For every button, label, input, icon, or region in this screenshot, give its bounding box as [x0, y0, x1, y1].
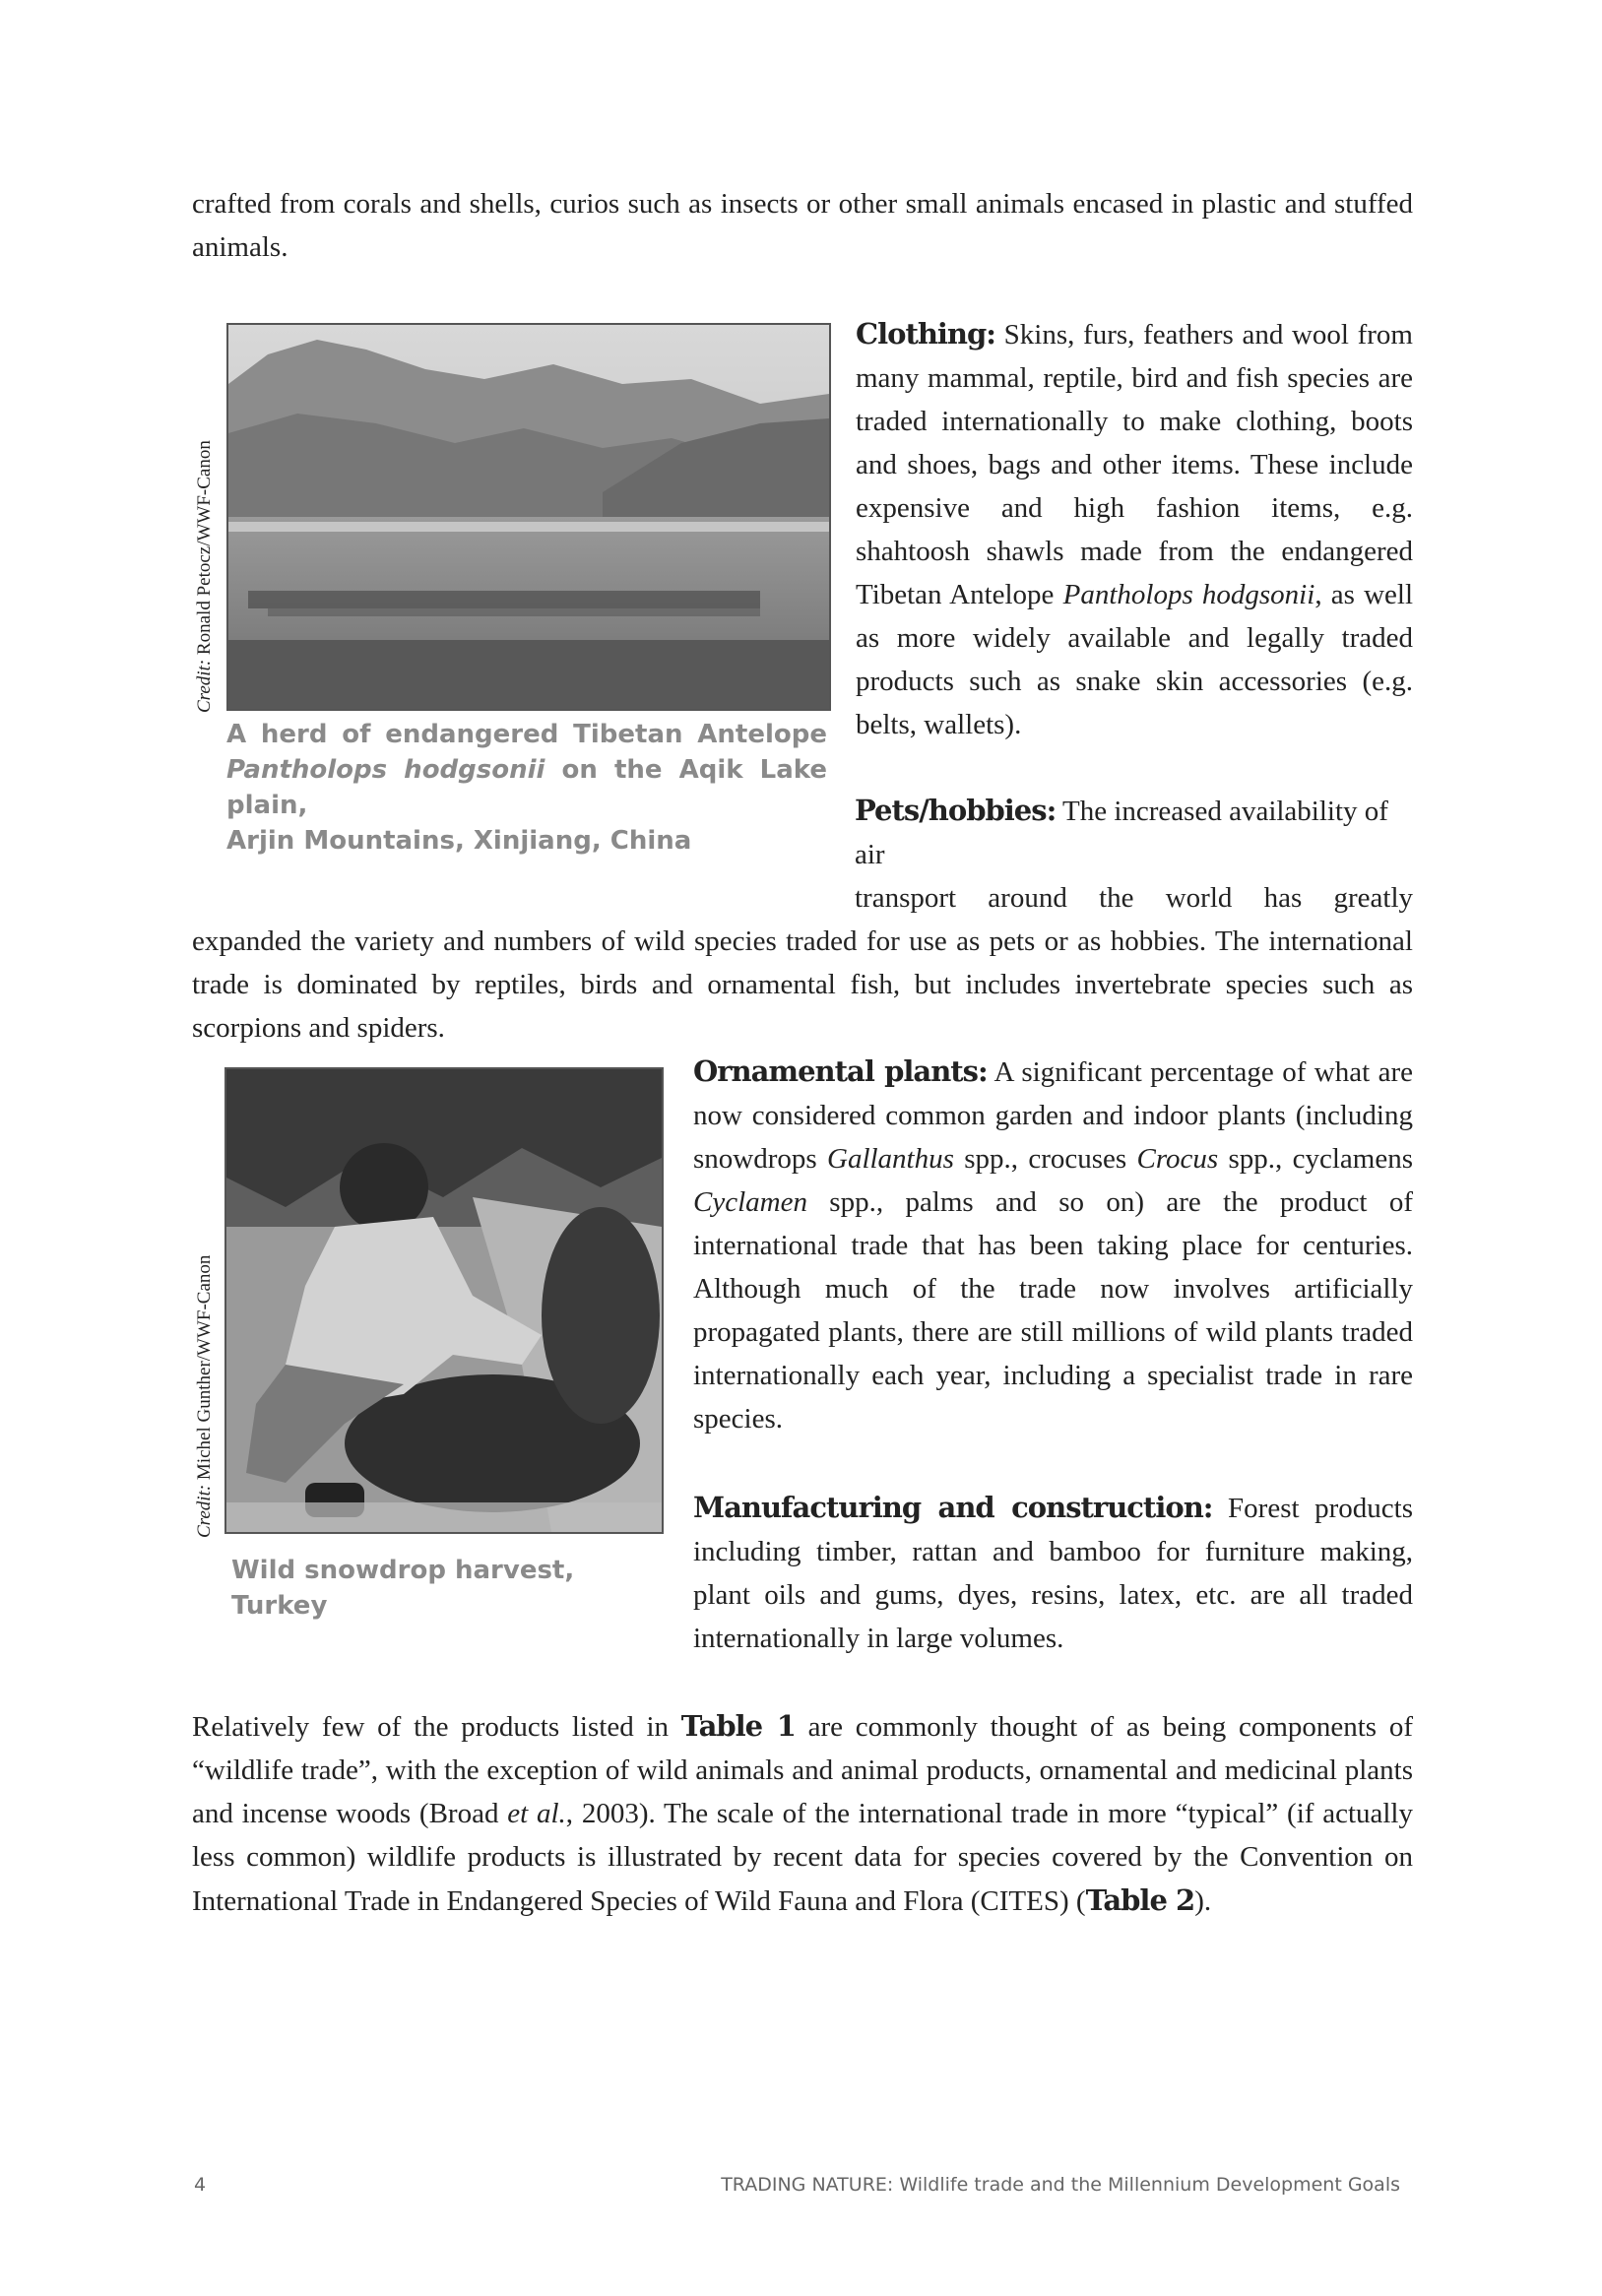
intro-paragraph	[192, 182, 1413, 269]
ornamental-text-1: A significant percentage of what are now considered common garden and indoor plants (including snowdrops	[693, 1056, 1413, 1175]
credit-name: Michel Gunther/WWF-Canon	[194, 1254, 215, 1481]
caption-line-1: A herd of endangered Tibetan Antelope	[226, 720, 827, 749]
closing-paragraph	[192, 1704, 1413, 1923]
genus-crocus: Crocus	[1136, 1143, 1219, 1175]
credit-label: Credit:	[194, 1484, 215, 1538]
genus-cyclamen: Cyclamen	[693, 1186, 807, 1218]
caption-line-2-rest: on the Aqik Lake plain,	[226, 755, 827, 820]
ornamental-paragraph	[693, 1050, 1413, 1440]
clothing-heading: Clothing:	[856, 317, 996, 351]
antelope-photo	[226, 323, 831, 711]
caption-line-3: Arjin Mountains, Xinjiang, China	[226, 826, 692, 856]
closing-text-1: Relatively few of the products listed in	[192, 1711, 681, 1743]
page-number: 4	[194, 2174, 207, 2196]
clothing-text-1: Skins, furs, feathers and wool from many mammal, reptile, bird and fish species are traded internationally to make clothing, boots and shoes, bags and other items. These include expensive and high fashion items, e.g. shahtoosh shawls made from the endangered Tibetan Antelope	[856, 319, 1413, 610]
pets-line-1-text: The increased availability of air	[855, 796, 1388, 870]
snowdrop-caption	[231, 1553, 655, 1624]
ornamental-text-2: spp., crocuses	[953, 1143, 1137, 1175]
pets-heading: Pets/hobbies:	[855, 794, 1057, 827]
genus-gallanthus: Gallanthus	[827, 1143, 954, 1175]
ornamental-text-3: spp., cyclamens	[1218, 1143, 1414, 1175]
pets-line-1	[855, 789, 1413, 876]
manufacturing-paragraph	[693, 1486, 1413, 1660]
closing-text-2: are commonly thought of as being components of “wildlife trade”, with the exception of wild animals and animal products, ornamental and medicinal plants and incense woods (Broad	[192, 1711, 1413, 1829]
snowdrop-caption-text: Wild snowdrop harvest, Turkey	[231, 1556, 575, 1621]
et-al: et al.	[507, 1798, 566, 1829]
manufacturing-heading: Manufacturing and construction:	[693, 1491, 1213, 1524]
pets-line-2: transport around the world has greatly	[855, 882, 1413, 914]
pets-rest: expanded the variety and numbers of wild species traded for use as pets or as hobbies. The international trade is dominated by reptiles, birds and ornamental fish, but includes invertebrate species such as scorpions and spiders.	[192, 925, 1413, 1044]
table-1-reference: Table 1	[680, 1709, 796, 1743]
snowdrop-photo	[224, 1067, 664, 1534]
pets-paragraph	[192, 789, 1413, 1050]
credit-name: Ronald Petocz/WWF-Canon	[194, 440, 215, 656]
ornamental-text-4: spp., palms and so on) are the product of international trade that has been taking place for centuries. Although much of the trade now involves artificially propagated plants, there are still millions of wild plants traded internationally each year, including a specialist trade in rare species.	[693, 1186, 1413, 1435]
snowdrop-photo-image	[226, 1069, 662, 1532]
table-2-reference: Table 2	[1085, 1883, 1195, 1917]
antelope-photo-image	[228, 325, 829, 709]
photo-credit-antelope	[194, 440, 216, 713]
caption-species: Pantholops hodgsonii	[226, 755, 545, 785]
clothing-paragraph	[856, 312, 1413, 746]
intro-text: crafted from corals and shells, curios such as insects or other small animals encased in plastic and stuffed animals.	[192, 188, 1413, 263]
ornamental-heading: Ornamental plants:	[693, 1054, 988, 1088]
manufacturing-text: Forest products including timber, rattan and bamboo for furniture making, plant oils and gums, dyes, resins, latex, etc. are all traded internationally in large volumes.	[693, 1493, 1413, 1654]
credit-label: Credit:	[194, 659, 215, 713]
clothing-text-2: , as well as more widely available and legally traded products such as snake skin accessories (e.g. belts, wallets).	[856, 579, 1413, 740]
closing-text-4: ).	[1194, 1885, 1212, 1917]
clothing-species: Pantholops hodgsonii	[1062, 579, 1315, 610]
photo-credit-snowdrop	[194, 1255, 216, 1538]
closing-text-3: , 2003). The scale of the international trade in more “typical” (if actually less common) wildlife products is illustrated by recent data for species covered by the Convention on International Trade in Endangered Species of Wild Fauna and Flora (CITES) (	[192, 1798, 1413, 1917]
running-title: TRADING NATURE: Wildlife trade and the Millennium Development Goals	[721, 2174, 1400, 2196]
